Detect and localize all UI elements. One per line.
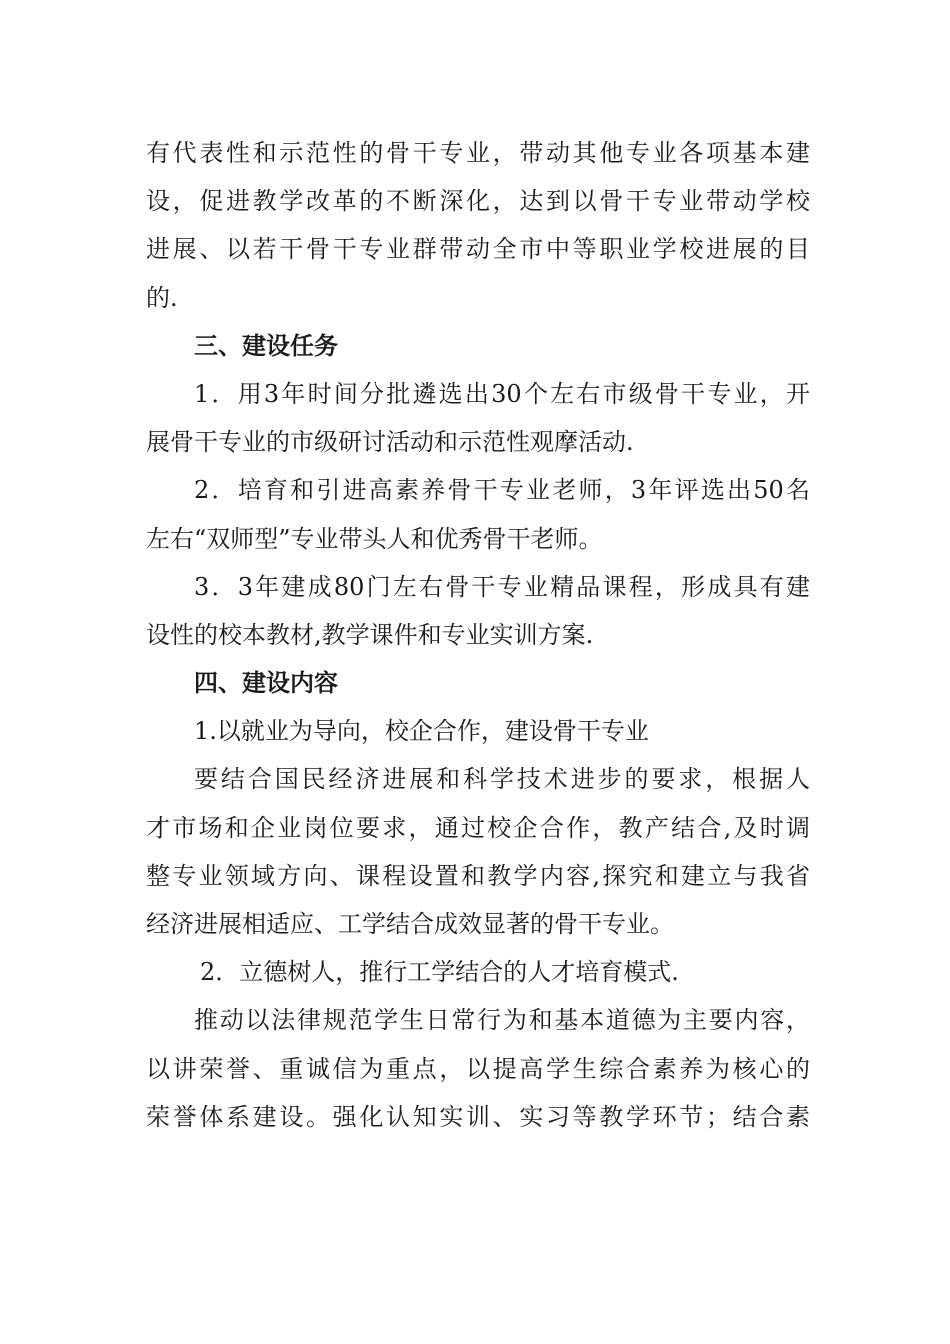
paragraph-line: 整专业领域方向、课程设置和教学内容,探究和建立与我省 [146,861,810,890]
paragraph-line: 荣誉体系建设。强化认知实训、实习等教学环节；结合素 [146,1102,810,1131]
paragraph-line: 设，促进教学改革的不断深化，达到以骨干专业带动学校 [146,187,810,216]
list-item-line: 1．用3年时间分批遴选出30个左右市级骨干专业，开 [194,379,810,408]
list-item-line: 展骨干专业的市级研讨活动和示范性观摩活动. [146,428,634,457]
paragraph-line: 的. [146,283,178,312]
subheading-line: 2．立德树人，推行工学结合的人才培育模式. [200,958,679,987]
list-item-line: 2．培育和引进高素养骨干专业老师，3年评选出50名 [194,476,810,505]
paragraph-line: 进展、以若干骨干专业群带动全市中等职业学校进展的目 [146,235,810,264]
paragraph-line: 有代表性和示范性的骨干专业，带动其他专业各项基本建 [146,139,810,167]
list-item-line: 设性的校本教材,教学课件和专业实训方案. [146,620,594,649]
list-item-line: 左右“双师型”专业带头人和优秀骨干老师。 [146,524,603,553]
section-heading-tasks: 三、建设任务 [194,331,338,360]
paragraph-line: 要结合国民经济进展和科学技术进步的要求，根据人 [194,765,810,794]
subheading-line: 1.以就业为导向，校企合作，建设骨干专业 [194,717,649,746]
document-body [146,129,810,1141]
section-heading-content: 四、建设内容 [194,669,338,698]
list-item-line: 3．3年建成80门左右骨干专业精品课程，形成具有建 [194,572,810,601]
paragraph-line: 经济进展相适应、工学结合成效显著的骨干专业。 [146,910,674,938]
paragraph-line: 才市场和企业岗位要求，通过校企合作，教产结合,及时调 [146,813,810,842]
paragraph-line: 以讲荣誉、重诚信为重点，以提高学生综合素养为核心的 [146,1054,810,1083]
paragraph-line: 推动以法律规范学生日常行为和基本道德为主要内容， [194,1006,810,1035]
